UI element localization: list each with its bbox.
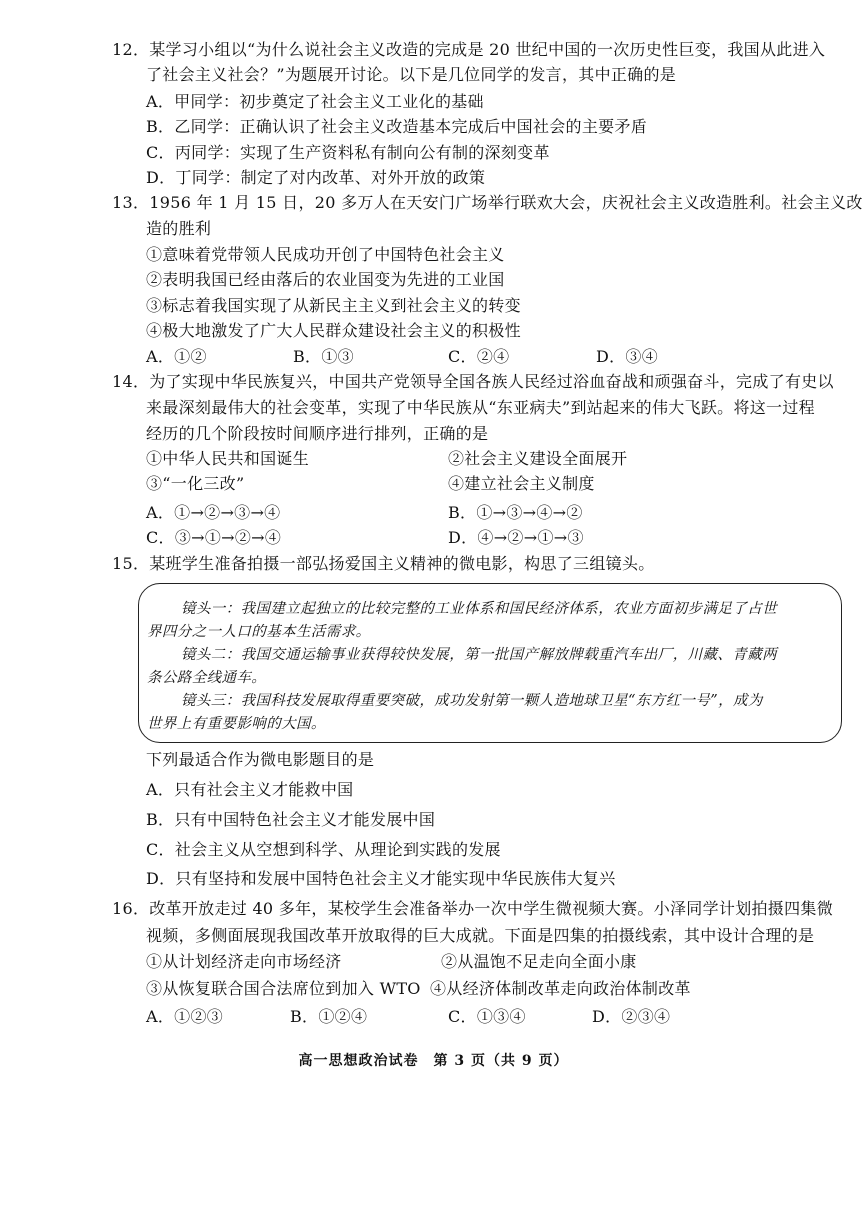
q13-statement-3: ③标志着我国实现了从新民主主义到社会主义的转变 <box>146 296 521 315</box>
q13-statement-1: ①意味着党带领人民成功开创了中国特色社会主义 <box>146 245 505 264</box>
q16-option-c: C．①③④ <box>448 1007 526 1026</box>
q16-statement-1: ①从计划经济走向市场经济 <box>146 952 342 971</box>
q15-option-b: B．只有中国特色社会主义才能发展中国 <box>146 810 436 829</box>
q16-stem-line-1: 16．改革开放走过 40 多年，某校学生会准备举办一次中学生微视频大赛。小泽同学计划拍摄四集微 <box>112 899 833 918</box>
q16-option-a: A．①②③ <box>146 1007 224 1026</box>
q14-stem-line-1: 14．为了实现中华民族复兴，中国共产党领导全国各族人民经过浴血奋战和顽强奋斗，完成了有史以 <box>112 372 834 391</box>
q16-option-b: B．①②④ <box>290 1007 368 1026</box>
q15-question-stem: 下列最适合作为微电影题目的是 <box>146 750 375 769</box>
q16-stem-line-2: 视频，多侧面展现我国改革开放取得的巨大成就。下面是四集的拍摄线索，其中设计合理的是 <box>146 926 815 945</box>
q13-stem-line-2: 造的胜利 <box>146 219 212 238</box>
q13-statement-2: ②表明我国已经由落后的农业国变为先进的工业国 <box>146 270 505 289</box>
q15-shot-1-line-1: 镜头一：我国建立起独立的比较完整的工业体系和国民经济体系，农业方面初步满足了占世 <box>181 601 777 617</box>
q14-stem-line-3: 经历的几个阶段按时间顺序进行排列，正确的是 <box>146 424 489 443</box>
q16-option-d: D．②③④ <box>592 1007 671 1026</box>
q15-shot-3-line-1: 镜头三：我国科技发展取得重要突破，成功发射第一颗人造地球卫星“东方红一号”，成为 <box>181 693 763 709</box>
q12-option-d: D．丁同学：制定了对内改革、对外开放的政策 <box>146 168 486 187</box>
q14-option-a: A．①→②→③→④ <box>146 503 281 522</box>
q15-stem-line-1: 15．某班学生准备拍摄一部弘扬爱国主义精神的微电影，构思了三组镜头。 <box>112 554 655 573</box>
q14-option-b: B．①→③→④→② <box>448 503 583 522</box>
q13-option-c: C．②④ <box>448 347 510 366</box>
q15-shot-1-line-2: 界四分之一人口的基本生活需求。 <box>147 624 371 640</box>
q13-stem-line-1: 13．1956 年 1 月 15 日，20 多万人在天安门广场举行联欢大会，庆祝社会主义改造胜利。社会主义改 <box>112 193 863 212</box>
q14-option-d: D．④→②→①→③ <box>448 528 584 547</box>
q14-statement-1: ①中华人民共和国诞生 <box>146 449 310 468</box>
q14-statement-3: ③“一化三改” <box>146 474 245 493</box>
q15-shot-3-line-2: 世界上有重要影响的大国。 <box>147 716 326 732</box>
q14-statement-4: ④建立社会主义制度 <box>448 474 595 493</box>
q13-option-b: B．①③ <box>293 347 354 366</box>
q14-option-c: C．③→①→②→④ <box>146 528 282 547</box>
q15-shot-2-line-1: 镜头二：我国交通运输事业获得较快发展，第一批国产解放牌载重汽车出厂，川藏、青藏两 <box>181 647 777 663</box>
q14-statement-2: ②社会主义建设全面展开 <box>448 449 628 468</box>
q13-statement-4: ④极大地激发了广大人民群众建设社会主义的积极性 <box>146 321 521 340</box>
q14-stem-line-2: 来最深刻最伟大的社会变革，实现了中华民族从“东亚病夫”到站起来的伟大飞跃。将这一过程 <box>146 398 815 417</box>
q13-option-a: A．①② <box>146 347 207 366</box>
q12-stem-line-1: 12．某学习小组以“为什么说社会主义改造的完成是 20 世纪中国的一次历史性巨变，我国从此进入 <box>112 40 826 59</box>
q15-material-box <box>138 583 842 743</box>
q12-stem-line-2: 了社会主义社会？”为题展开讨论。以下是几位同学的发言，其中正确的是 <box>146 65 677 84</box>
q12-option-a: A．甲同学：初步奠定了社会主义工业化的基础 <box>146 92 484 111</box>
q15-option-a: A．只有社会主义才能救中国 <box>146 780 354 799</box>
q15-option-c: C．社会主义从空想到科学、从理论到实践的发展 <box>146 840 501 859</box>
q16-statement-4: ④从经济体制改革走向政治体制改革 <box>430 979 691 998</box>
page-footer: 高一思想政治试卷 第 3 页（共 9 页） <box>298 1053 569 1069</box>
q15-option-d: D．只有坚持和发展中国特色社会主义才能实现中华民族伟大复兴 <box>146 869 616 888</box>
q12-option-c: C．丙同学：实现了生产资料私有制向公有制的深刻变革 <box>146 143 550 162</box>
q16-statement-2: ②从温饱不足走向全面小康 <box>441 952 637 971</box>
q12-option-b: B．乙同学：正确认识了社会主义改造基本完成后中国社会的主要矛盾 <box>146 117 648 136</box>
q16-statement-3: ③从恢复联合国合法席位到加入 WTO <box>146 979 421 998</box>
q13-option-d: D．③④ <box>596 347 659 366</box>
q15-shot-2-line-2: 条公路全线通车。 <box>147 670 267 686</box>
